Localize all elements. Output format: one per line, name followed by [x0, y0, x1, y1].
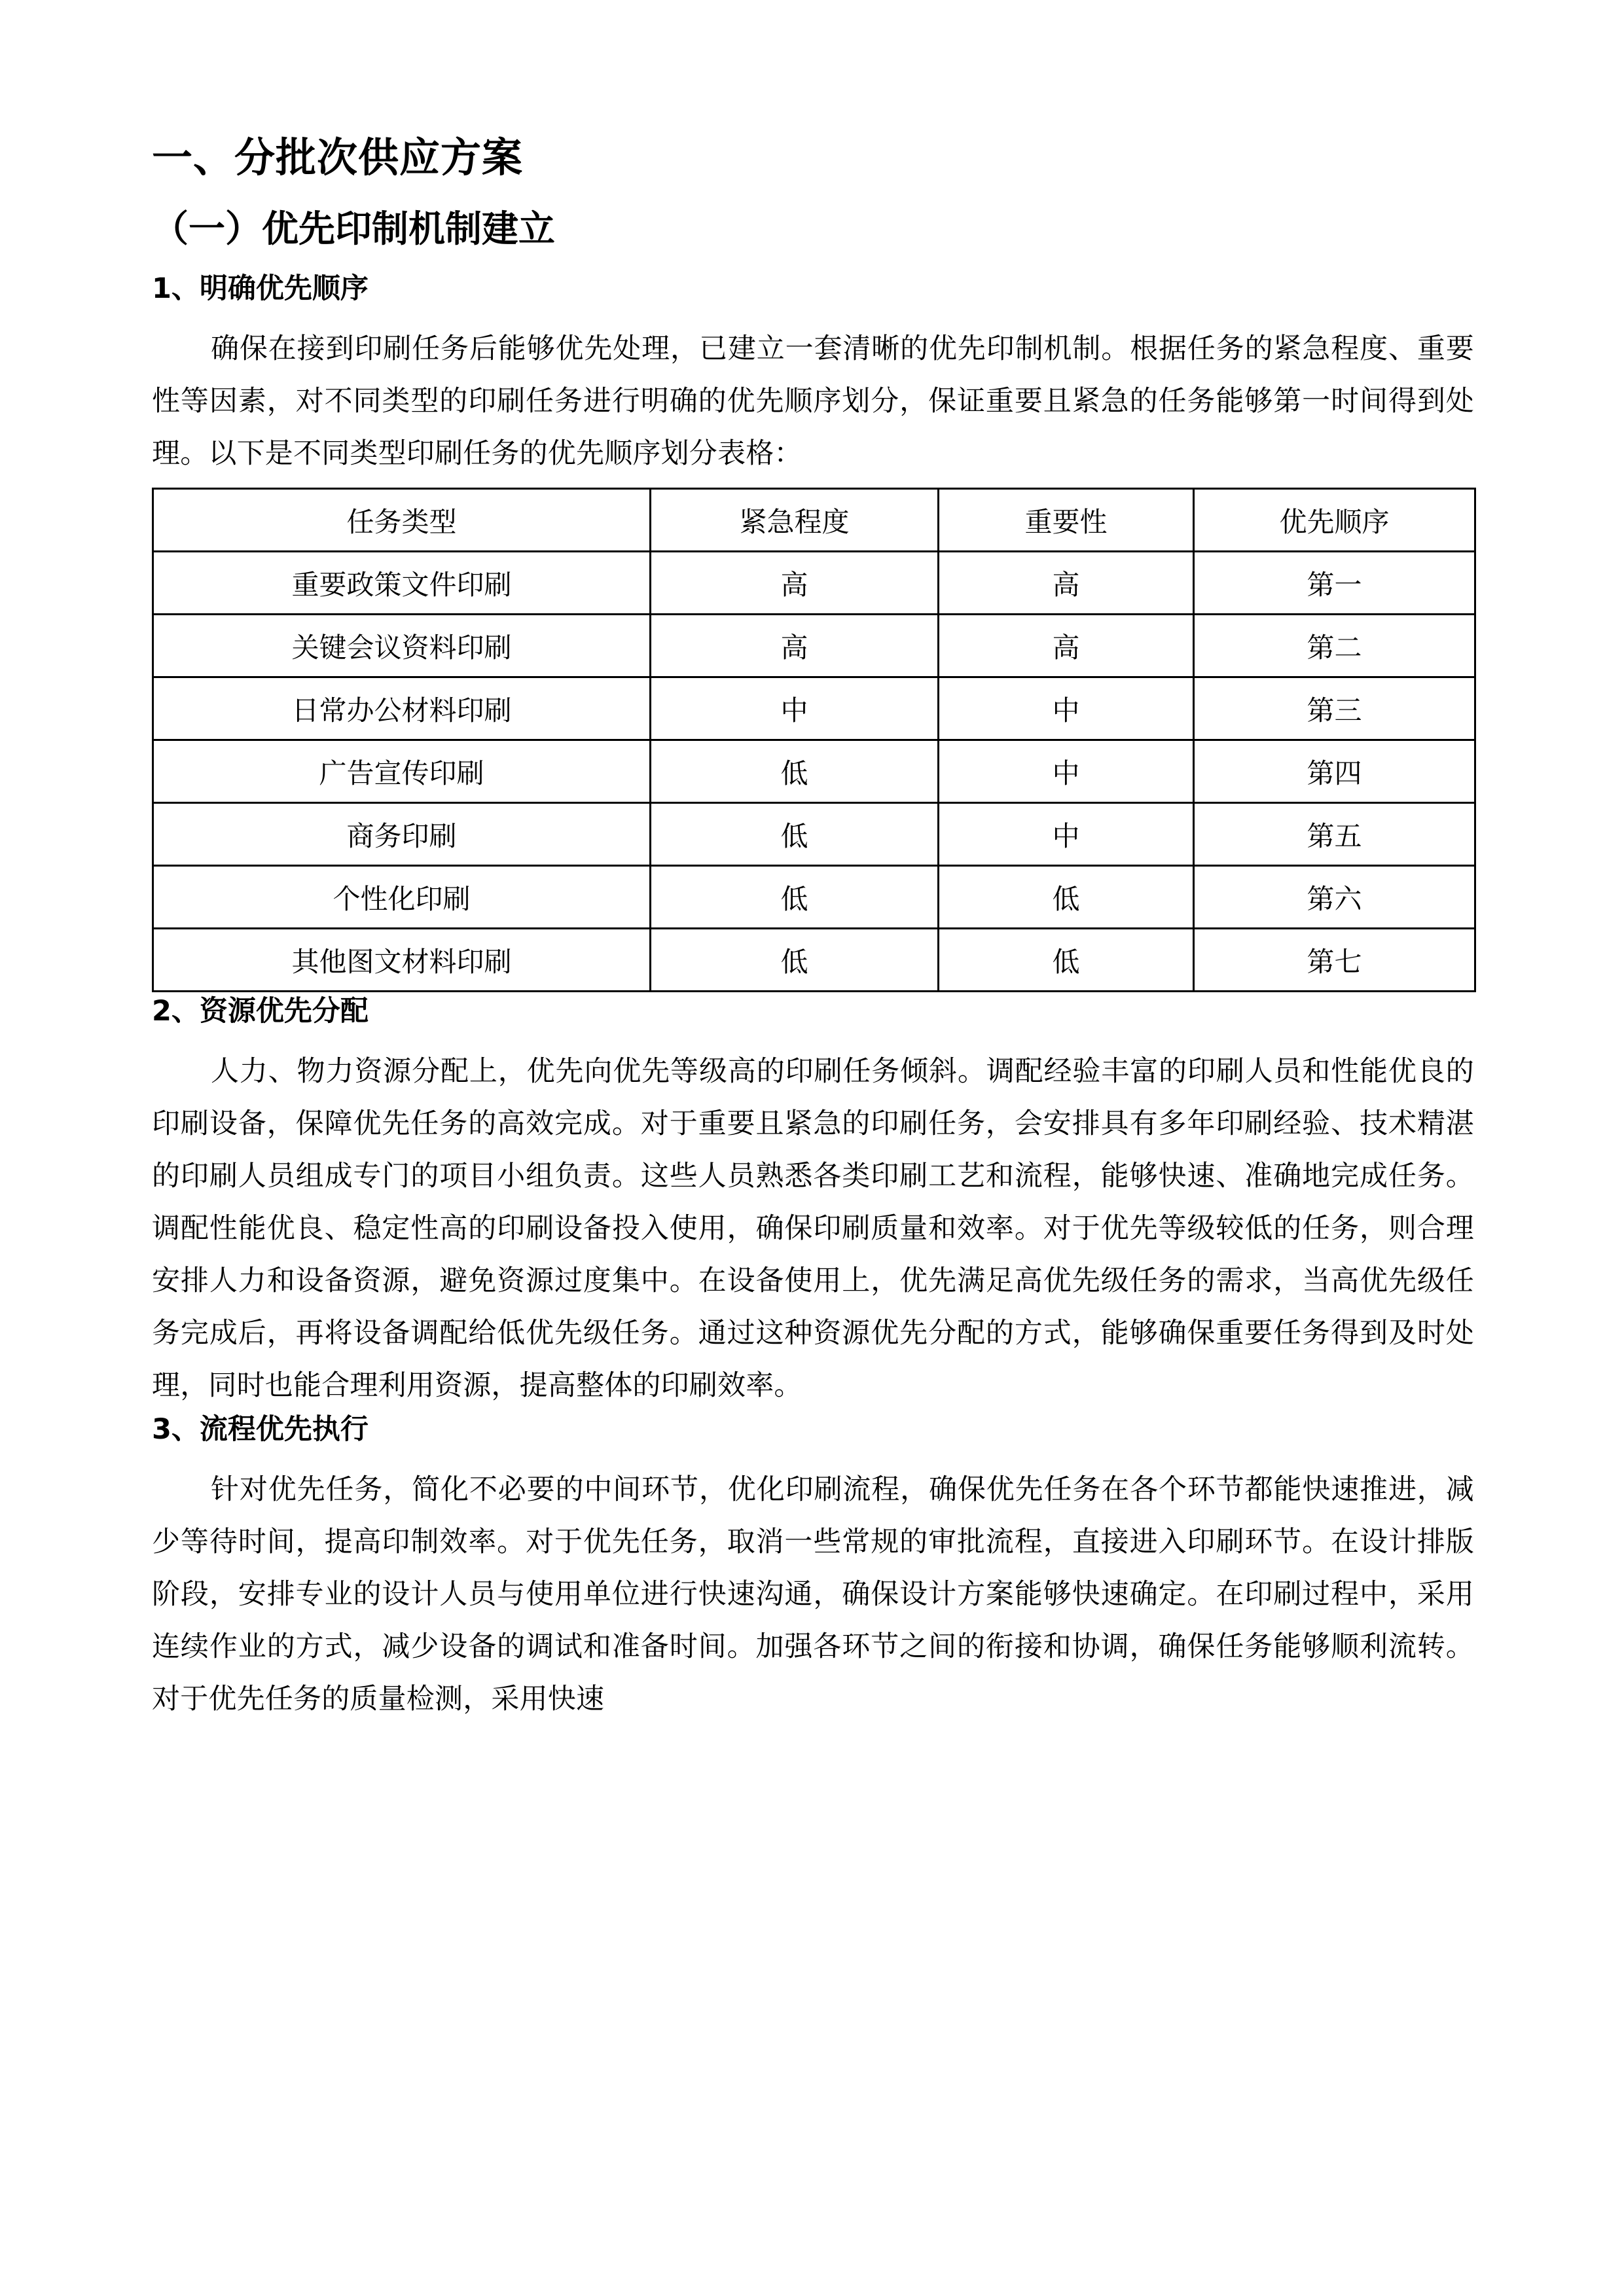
table-cell-importance: 中: [939, 803, 1194, 866]
subsection-heading-3: 3、流程优先执行: [152, 1413, 369, 1446]
table-row: [153, 552, 1475, 615]
table-cell-urgency: 低: [651, 929, 939, 992]
table-cell-importance: 中: [939, 740, 1194, 803]
table-cell-urgency: 低: [651, 740, 939, 803]
table-header-cell: 紧急程度: [651, 489, 939, 552]
table-cell-priority: 第四: [1194, 740, 1475, 803]
table-header-cell: 重要性: [939, 489, 1194, 552]
priority-table-wrapper: [152, 488, 1474, 992]
table-cell-importance: 高: [939, 552, 1194, 615]
table-cell-task-type: 个性化印刷: [153, 866, 651, 929]
table-row: [153, 615, 1475, 677]
paragraph-2: 人力、物力资源分配上，优先向优先等级高的印刷任务倾斜。调配经验丰富的印刷人员和性能优良的印刷设备，保障优先任务的高效完成。对于重要且紧急的印刷任务，会安排具有多年印刷经验、技术精湛的印刷人员组成专门的项目小组负责。这些人员熟悉各类印刷工艺和流程，能够快速、准确地完成任务。调配性能优良、稳定性高的印刷设备投入使用，确保印刷质量和效率。对于优先等级较低的任务，则合理安排人力和设备资源，避免资源过度集中。在设备使用上，优先满足高优先级任务的需求，当高优先级任务完成后，再将设备调配给低优先级任务。通过这种资源优先分配的方式，能够确保重要任务得到及时处理，同时也能合理利用资源，提高整体的印刷效率。: [152, 1055, 1474, 1402]
table-cell-importance: 低: [939, 866, 1194, 929]
subsection-heading-1: 1、明确优先顺序: [152, 272, 369, 305]
table-row: [153, 740, 1475, 803]
table-row: [153, 677, 1475, 740]
table-cell-importance: 高: [939, 615, 1194, 677]
section-subtitle: （一）优先印制机制建立: [152, 207, 555, 251]
table-cell-urgency: 高: [651, 552, 939, 615]
table-cell-priority: 第六: [1194, 866, 1475, 929]
table-cell-task-type: 广告宣传印刷: [153, 740, 651, 803]
page-title: 一、分批次供应方案: [152, 134, 524, 181]
table-cell-priority: 第二: [1194, 615, 1475, 677]
table-cell-task-type: 日常办公材料印刷: [153, 677, 651, 740]
table-header-row: [153, 489, 1475, 552]
subsection-heading-2: 2、资源优先分配: [152, 995, 369, 1028]
table-header-cell: 优先顺序: [1194, 489, 1475, 552]
table-cell-importance: 低: [939, 929, 1194, 992]
table-cell-task-type: 关键会议资料印刷: [153, 615, 651, 677]
priority-table: [152, 488, 1476, 992]
table-header-cell: 任务类型: [153, 489, 651, 552]
table-cell-priority: 第七: [1194, 929, 1475, 992]
table-cell-task-type: 其他图文材料印刷: [153, 929, 651, 992]
table-cell-task-type: 商务印刷: [153, 803, 651, 866]
table-cell-task-type: 重要政策文件印刷: [153, 552, 651, 615]
table-cell-priority: 第一: [1194, 552, 1475, 615]
table-row: [153, 929, 1475, 992]
table-cell-urgency: 低: [651, 803, 939, 866]
table-row: [153, 803, 1475, 866]
table-cell-urgency: 中: [651, 677, 939, 740]
table-row: [153, 866, 1475, 929]
table-cell-urgency: 高: [651, 615, 939, 677]
table-cell-urgency: 低: [651, 866, 939, 929]
page-content: [152, 134, 1474, 1725]
table-cell-priority: 第五: [1194, 803, 1475, 866]
paragraph-1: 确保在接到印刷任务后能够优先处理，已建立一套清晰的优先印制机制。根据任务的紧急程度、重要性等因素，对不同类型的印刷任务进行明确的优先顺序划分，保证重要且紧急的任务能够第一时间得到处理。以下是不同类型印刷任务的优先顺序划分表格：: [152, 332, 1474, 470]
table-cell-importance: 中: [939, 677, 1194, 740]
table-cell-priority: 第三: [1194, 677, 1475, 740]
paragraph-3: 针对优先任务，简化不必要的中间环节，优化印刷流程，确保优先任务在各个环节都能快速推进，减少等待时间，提高印制效率。对于优先任务，取消一些常规的审批流程，直接进入印刷环节。在设计排版阶段，安排专业的设计人员与使用单位进行快速沟通，确保设计方案能够快速确定。在印刷过程中，采用连续作业的方式，减少设备的调试和准备时间。加强各环节之间的衔接和协调，确保任务能够顺利流转。对于优先任务的质量检测，采用快速: [152, 1473, 1474, 1715]
